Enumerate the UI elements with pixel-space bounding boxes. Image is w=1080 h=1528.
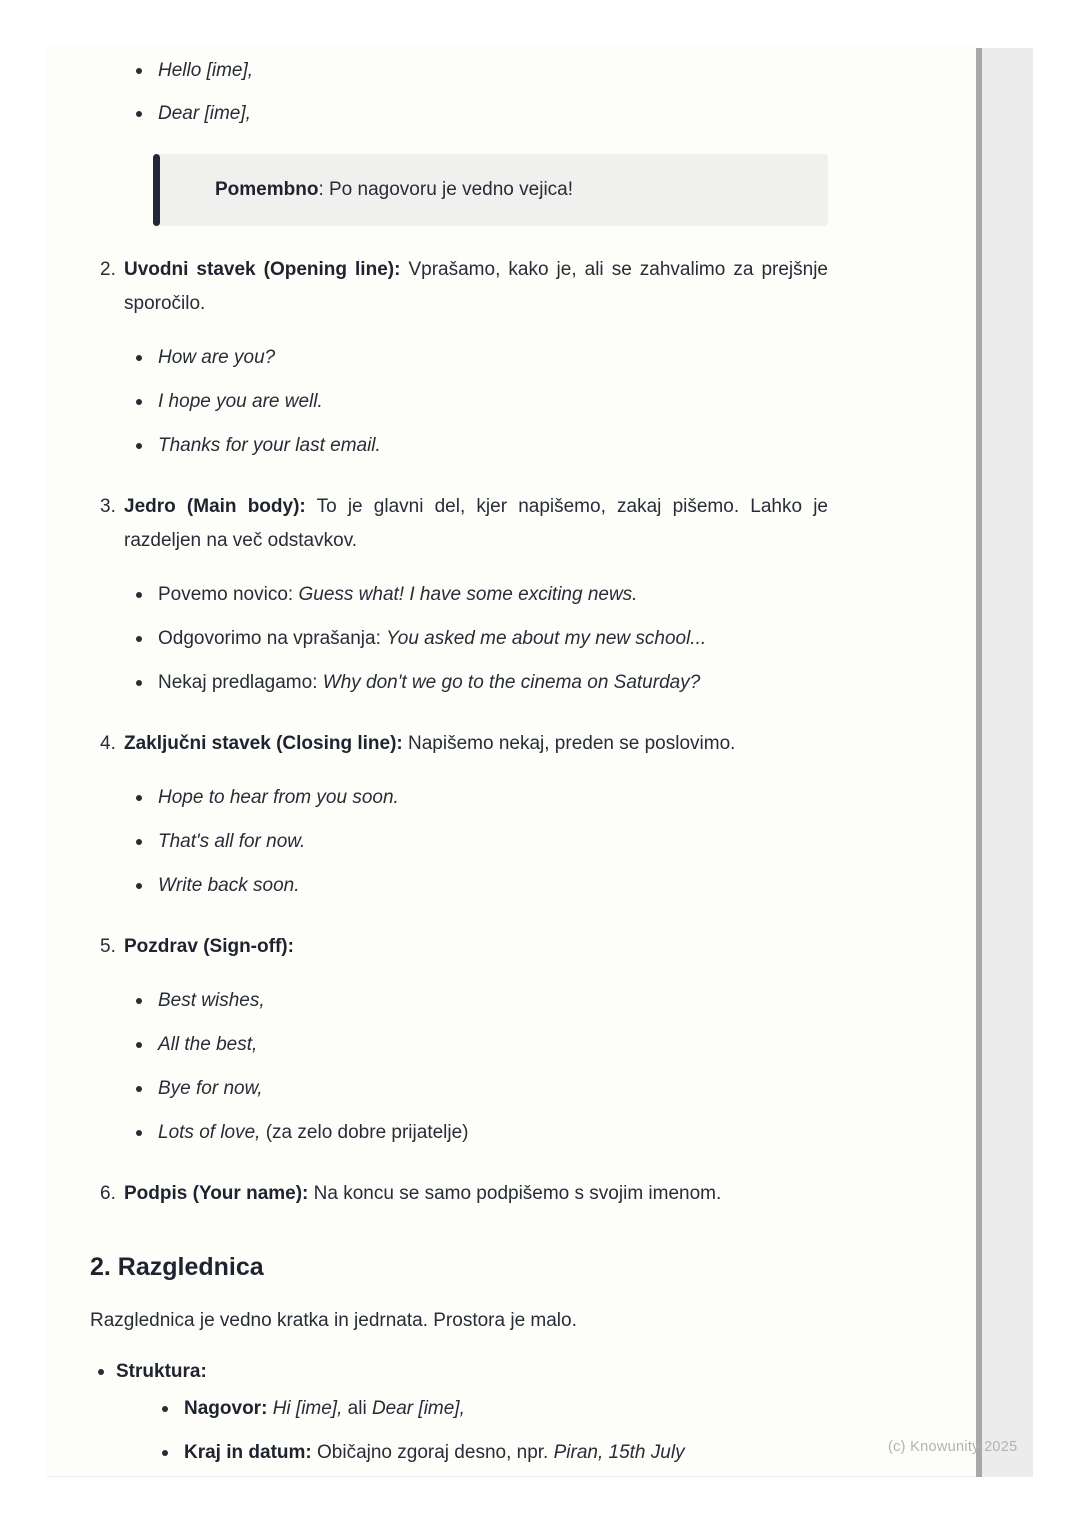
list-item xyxy=(90,97,828,131)
item-number: 3. xyxy=(100,496,116,517)
section-heading: 2. Razglednica xyxy=(90,1253,264,1281)
bullet-icon xyxy=(136,998,142,1004)
watermark: (c) Knowunity 2025 xyxy=(888,1439,1018,1455)
sub-item-example: Piran, 15th July xyxy=(553,1442,685,1463)
structure-sub-list xyxy=(116,1392,828,1470)
bullet-icon xyxy=(136,1086,142,1092)
scrollbar[interactable] xyxy=(976,48,1033,1477)
list-item xyxy=(124,781,828,815)
bullet-icon xyxy=(162,1450,168,1456)
example-text: Guess what! I have some exciting news. xyxy=(298,584,638,605)
bullet-icon xyxy=(136,68,142,74)
numbered-item-4 xyxy=(100,727,828,903)
callout-text: : Po nagovoru je vedno vejica! xyxy=(318,179,574,200)
example-label: Odgovorimo na vprašanja: xyxy=(158,628,387,649)
bullet-icon xyxy=(136,111,142,117)
example-text: Best wishes, xyxy=(158,990,265,1011)
document-page xyxy=(47,48,977,1477)
example-text: I hope you are well. xyxy=(158,391,323,412)
sub-item-example: Dear [ime], xyxy=(371,1398,465,1419)
example-label: Povemo novico: xyxy=(158,584,299,605)
list-item xyxy=(162,1436,828,1470)
list-item xyxy=(124,429,828,463)
sub-item-text: Običajno zgoraj desno, npr. xyxy=(311,1442,554,1463)
list-item xyxy=(90,1355,828,1470)
example-text: You asked me about my new school... xyxy=(386,628,707,649)
example-text: All the best, xyxy=(158,1034,258,1055)
numbered-item-2 xyxy=(100,253,828,463)
bullet-icon xyxy=(136,592,142,598)
example-text: Hope to hear from you soon. xyxy=(158,787,399,808)
item-number: 5. xyxy=(100,936,116,957)
example-text: That's all for now. xyxy=(158,831,306,852)
item-number: 4. xyxy=(100,733,116,754)
list-item xyxy=(124,666,828,700)
item-title: Zaključni stavek (Closing line): xyxy=(124,733,403,754)
numbered-item-3 xyxy=(100,490,828,700)
list-item xyxy=(124,578,828,612)
item-description: Vprašamo, kako je, ali se zahvalimo za prejšnje sporočilo. xyxy=(124,259,829,314)
item-title: Uvodni stavek (Opening line): xyxy=(124,259,401,280)
list-item xyxy=(124,1072,828,1106)
sub-item-example: Hi [ime], xyxy=(272,1398,343,1419)
sub-item-label: Kraj in datum: xyxy=(184,1442,312,1463)
example-text: Bye for now, xyxy=(158,1078,263,1099)
bullet-icon xyxy=(136,636,142,642)
example-text: Write back soon. xyxy=(158,875,300,896)
page-content xyxy=(90,54,828,1470)
item-title: Pozdrav (Sign-off): xyxy=(124,936,294,957)
greeting-examples-list xyxy=(90,54,828,131)
list-item xyxy=(124,1116,828,1150)
bullet-icon xyxy=(98,1369,104,1375)
example-text: Thanks for your last email. xyxy=(158,435,381,456)
numbered-item-5 xyxy=(100,930,828,1150)
examples-list xyxy=(124,781,828,903)
example-text: Hello [ime], xyxy=(158,60,254,81)
callout-accent-bar xyxy=(153,154,160,226)
bullet-icon xyxy=(136,795,142,801)
section-intro: Razglednica je vedno kratka in jedrnata. Prostora je malo. xyxy=(90,1310,577,1331)
list-item xyxy=(124,869,828,903)
sub-item-text: ali xyxy=(342,1398,372,1419)
examples-list xyxy=(124,341,828,463)
example-text: Why don't we go to the cinema on Saturday? xyxy=(322,672,701,693)
example-label: Nekaj predlagamo: xyxy=(158,672,323,693)
structure-label: Struktura: xyxy=(116,1361,207,1382)
item-title: Podpis (Your name): xyxy=(124,1183,309,1204)
list-item xyxy=(124,825,828,859)
callout-title: Pomembno xyxy=(215,179,319,200)
example-text: How are you? xyxy=(158,347,276,368)
list-item xyxy=(124,984,828,1018)
example-note: (za zelo dobre prijatelje) xyxy=(260,1122,469,1143)
example-text: Lots of love, xyxy=(158,1122,261,1143)
bullet-icon xyxy=(136,1130,142,1136)
item-title: Jedro (Main body): xyxy=(124,496,306,517)
numbered-item-6 xyxy=(100,1177,828,1211)
item-description: To je glavni del, kjer napišemo, zakaj pišemo. Lahko je razdeljen na več odstavkov. xyxy=(124,496,828,551)
item-description: Napišemo nekaj, preden se poslovimo. xyxy=(408,733,736,754)
list-item xyxy=(124,341,828,375)
bullet-icon xyxy=(136,443,142,449)
item-number: 2. xyxy=(100,259,116,280)
bullet-icon xyxy=(136,883,142,889)
list-item xyxy=(162,1392,828,1426)
bullet-icon xyxy=(136,399,142,405)
bullet-icon xyxy=(162,1406,168,1412)
examples-list xyxy=(124,984,828,1150)
sub-item-label: Nagovor: xyxy=(184,1398,268,1419)
bullet-icon xyxy=(136,680,142,686)
example-text: Dear [ime], xyxy=(158,103,251,124)
list-item xyxy=(90,54,828,88)
section-razglednica xyxy=(90,1248,828,1470)
bullet-icon xyxy=(136,839,142,845)
callout xyxy=(153,154,828,226)
bullet-icon xyxy=(136,1042,142,1048)
list-item xyxy=(124,385,828,419)
list-item xyxy=(124,1028,828,1062)
item-number: 6. xyxy=(100,1183,116,1204)
list-item xyxy=(124,622,828,656)
item-description: Na koncu se samo podpišemo s svojim imenom. xyxy=(313,1183,722,1204)
examples-list xyxy=(124,578,828,700)
bullet-icon xyxy=(136,355,142,361)
structure-list xyxy=(90,1355,828,1470)
